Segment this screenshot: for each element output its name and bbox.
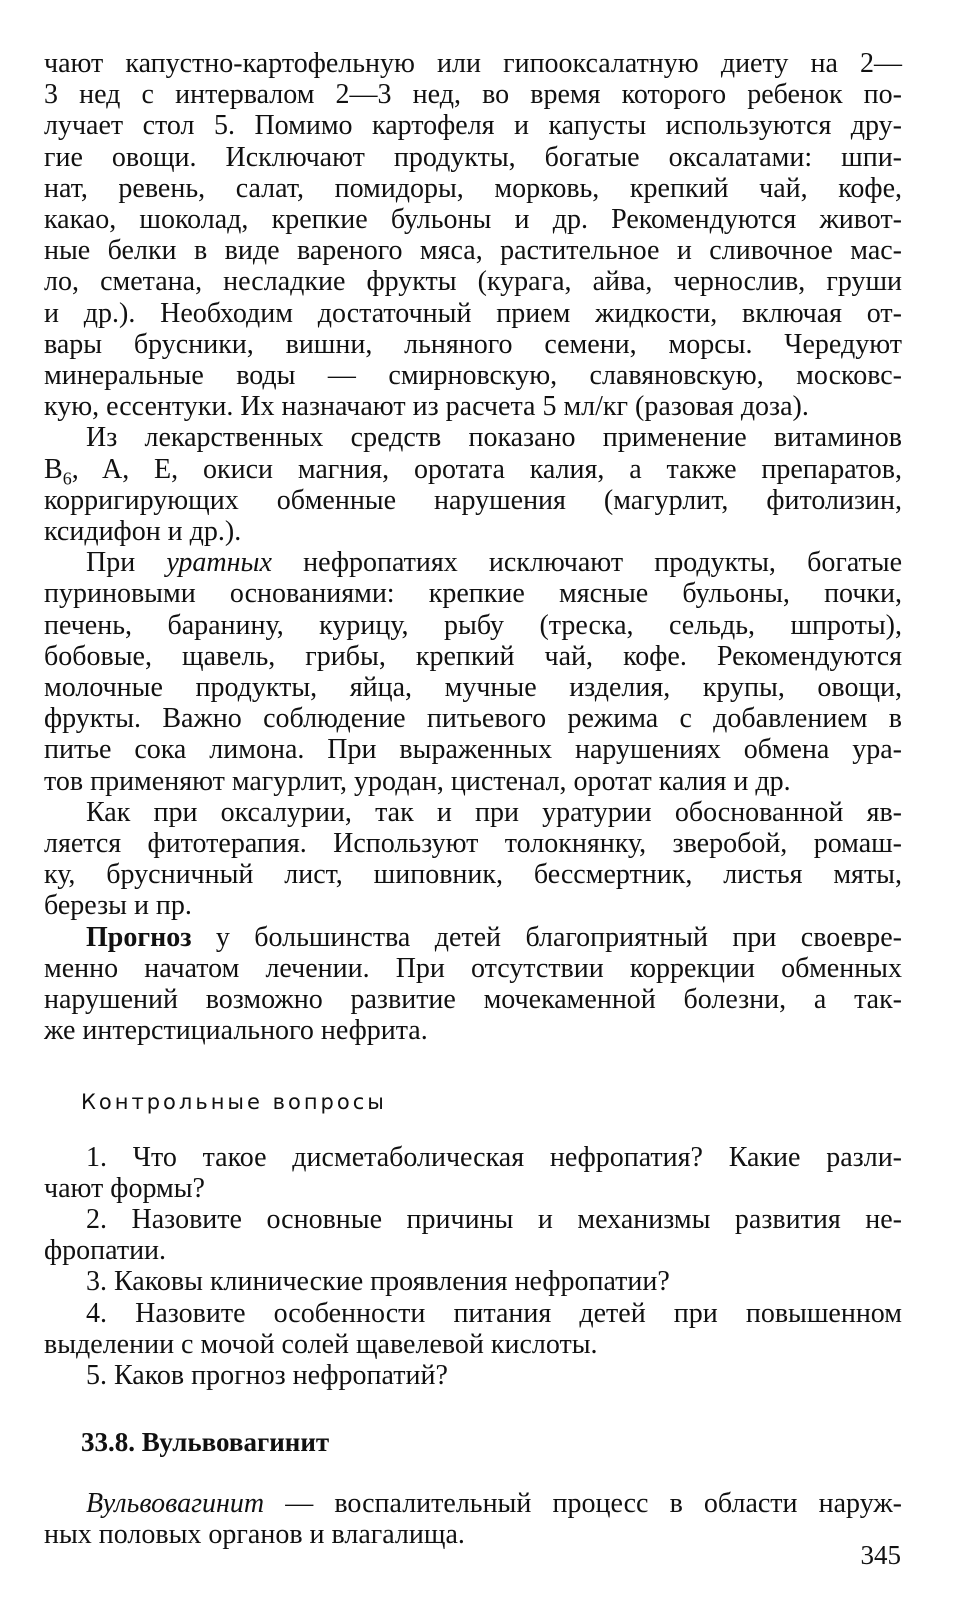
question-line: 1. Что такое дисметаболическая нефропатия? Какие разли- [86, 1141, 902, 1173]
text-line: ляется фитотерапия. Используют толокнянку, зверобой, ромаш- [44, 828, 902, 860]
text-line: фрукты. Важно соблюдение питьевого режима с добавлением в [44, 703, 902, 735]
question-line: 2. Назовите основные причины и механизмы развития не- [86, 1203, 902, 1235]
vitamin-subscript: 6 [62, 468, 72, 489]
text-line [44, 547, 902, 578]
text-line [44, 453, 902, 489]
text-line: кую, ессентуки. Их назначают из расчета 5 мл/кг (разовая доза). [44, 391, 809, 423]
text-line: ку, брусничный лист, шиповник, бессмертник, листья мяты, [44, 859, 902, 891]
text-fragment: нефропатиях исключают продукты, богатые [271, 547, 902, 579]
text-line: пуриновыми основаниями: крепкие мясные бульоны, почки, [44, 578, 902, 610]
bold-term: Прогноз [86, 921, 192, 953]
text-fragment: , A, E, окиси магния, оротата калия, а также препаратов, [71, 453, 902, 485]
text-fragment: — воспалительный процесс в области наруж- [264, 1488, 902, 1520]
question-line: выделении с мочой солей щавелевой кислоты. [44, 1328, 598, 1360]
text-line: березы и пр. [44, 890, 192, 922]
italic-term: уратных [166, 547, 272, 579]
text-line: нарушений возможно развитие мочекаменной болезни, а так- [44, 984, 902, 1016]
paragraph-urates [44, 547, 902, 797]
question-line: 3. Каковы клинические проявления нефропатии? [86, 1266, 670, 1298]
paragraph-medications [44, 422, 902, 547]
text-line: какао, шоколад, крепкие бульоны и др. Рекомендуются живот- [44, 204, 902, 236]
text-line: Как при оксалурии, так и при уратурии обоснованной яв- [86, 796, 902, 828]
questions-heading: Контрольные вопросы [81, 1089, 387, 1114]
paragraph-prognosis [44, 922, 902, 1047]
vitamin-letter: B [44, 453, 63, 485]
chapter-heading: 33.8. Вульвовагинит [81, 1427, 330, 1458]
text-line: питье сока лимона. При выраженных нарушениях обмена ура- [44, 734, 902, 766]
text-line: чают капустно-картофельную или гипооксалатную диету на 2— [44, 48, 902, 79]
text-line: нат, ревень, салат, помидоры, морковь, крепкий чай, кофе, [44, 172, 902, 204]
questions-list [44, 1142, 902, 1392]
question-line: фропатии. [44, 1235, 167, 1267]
text-line: менно начатом лечении. При отсутствии коррекции обменных [44, 952, 902, 984]
text-line [44, 922, 902, 953]
question-line: 5. Каков прогноз нефропатий? [86, 1359, 448, 1391]
paragraph-diet [44, 48, 902, 422]
text-line: печень, баранину, курицу, рыбу (треска, сельдь, шпроты), [44, 609, 902, 641]
text-line: бобовые, щавель, грибы, крепкий чай, кофе. Рекомендуются [44, 640, 902, 672]
text-line: тов применяют магурлит, уродан, цистенал, оротат калия и др. [44, 765, 791, 797]
text-line: ксидифон и др.). [44, 516, 242, 548]
text-line [44, 1488, 902, 1519]
text-line: минеральные воды — смирновскую, славяновскую, московс- [44, 360, 902, 392]
page-number: 345 [860, 1540, 901, 1570]
italic-term: Вульвовагинит [86, 1488, 265, 1520]
text-line: Из лекарственных средств показано применение витаминов [86, 422, 902, 454]
text-line: ных половых органов и влагалища. [44, 1519, 465, 1551]
text-line: 3 нед с интервалом 2—3 нед, во время которого ребенок по- [44, 79, 902, 111]
text-line: ло, сметана, несладкие фрукты (курага, айва, чернослив, груши [44, 266, 902, 298]
text-line: и др.). Необходим достаточный прием жидкости, включая от- [44, 297, 902, 329]
page-body [44, 48, 902, 1551]
paragraph-phytotherapy [44, 797, 902, 922]
text-line: же интерстициального нефрита. [44, 1015, 428, 1047]
question-line: 4. Назовите особенности питания детей при повышенном [86, 1297, 902, 1329]
text-line: молочные продукты, яйца, мучные изделия, крупы, овощи, [44, 672, 902, 704]
text-line: корригирующих обменные нарушения (магурлит, фитолизин, [44, 484, 902, 516]
text-fragment: у большинства детей благоприятный при своевре- [191, 921, 902, 953]
text-line: гие овощи. Исключают продукты, богатые оксалатами: шпи- [44, 141, 902, 173]
text-fragment: При [86, 547, 167, 579]
question-line: чают формы? [44, 1172, 205, 1204]
text-line: ные белки в виде вареного мяса, растительное и сливочное мас- [44, 235, 902, 267]
paragraph-vulvovaginitis [44, 1488, 902, 1550]
text-line: вары брусники, вишни, льняного семени, морсы. Чередуют [44, 328, 902, 360]
text-line: лучает стол 5. Помимо картофеля и капусты используются дру- [44, 110, 902, 142]
